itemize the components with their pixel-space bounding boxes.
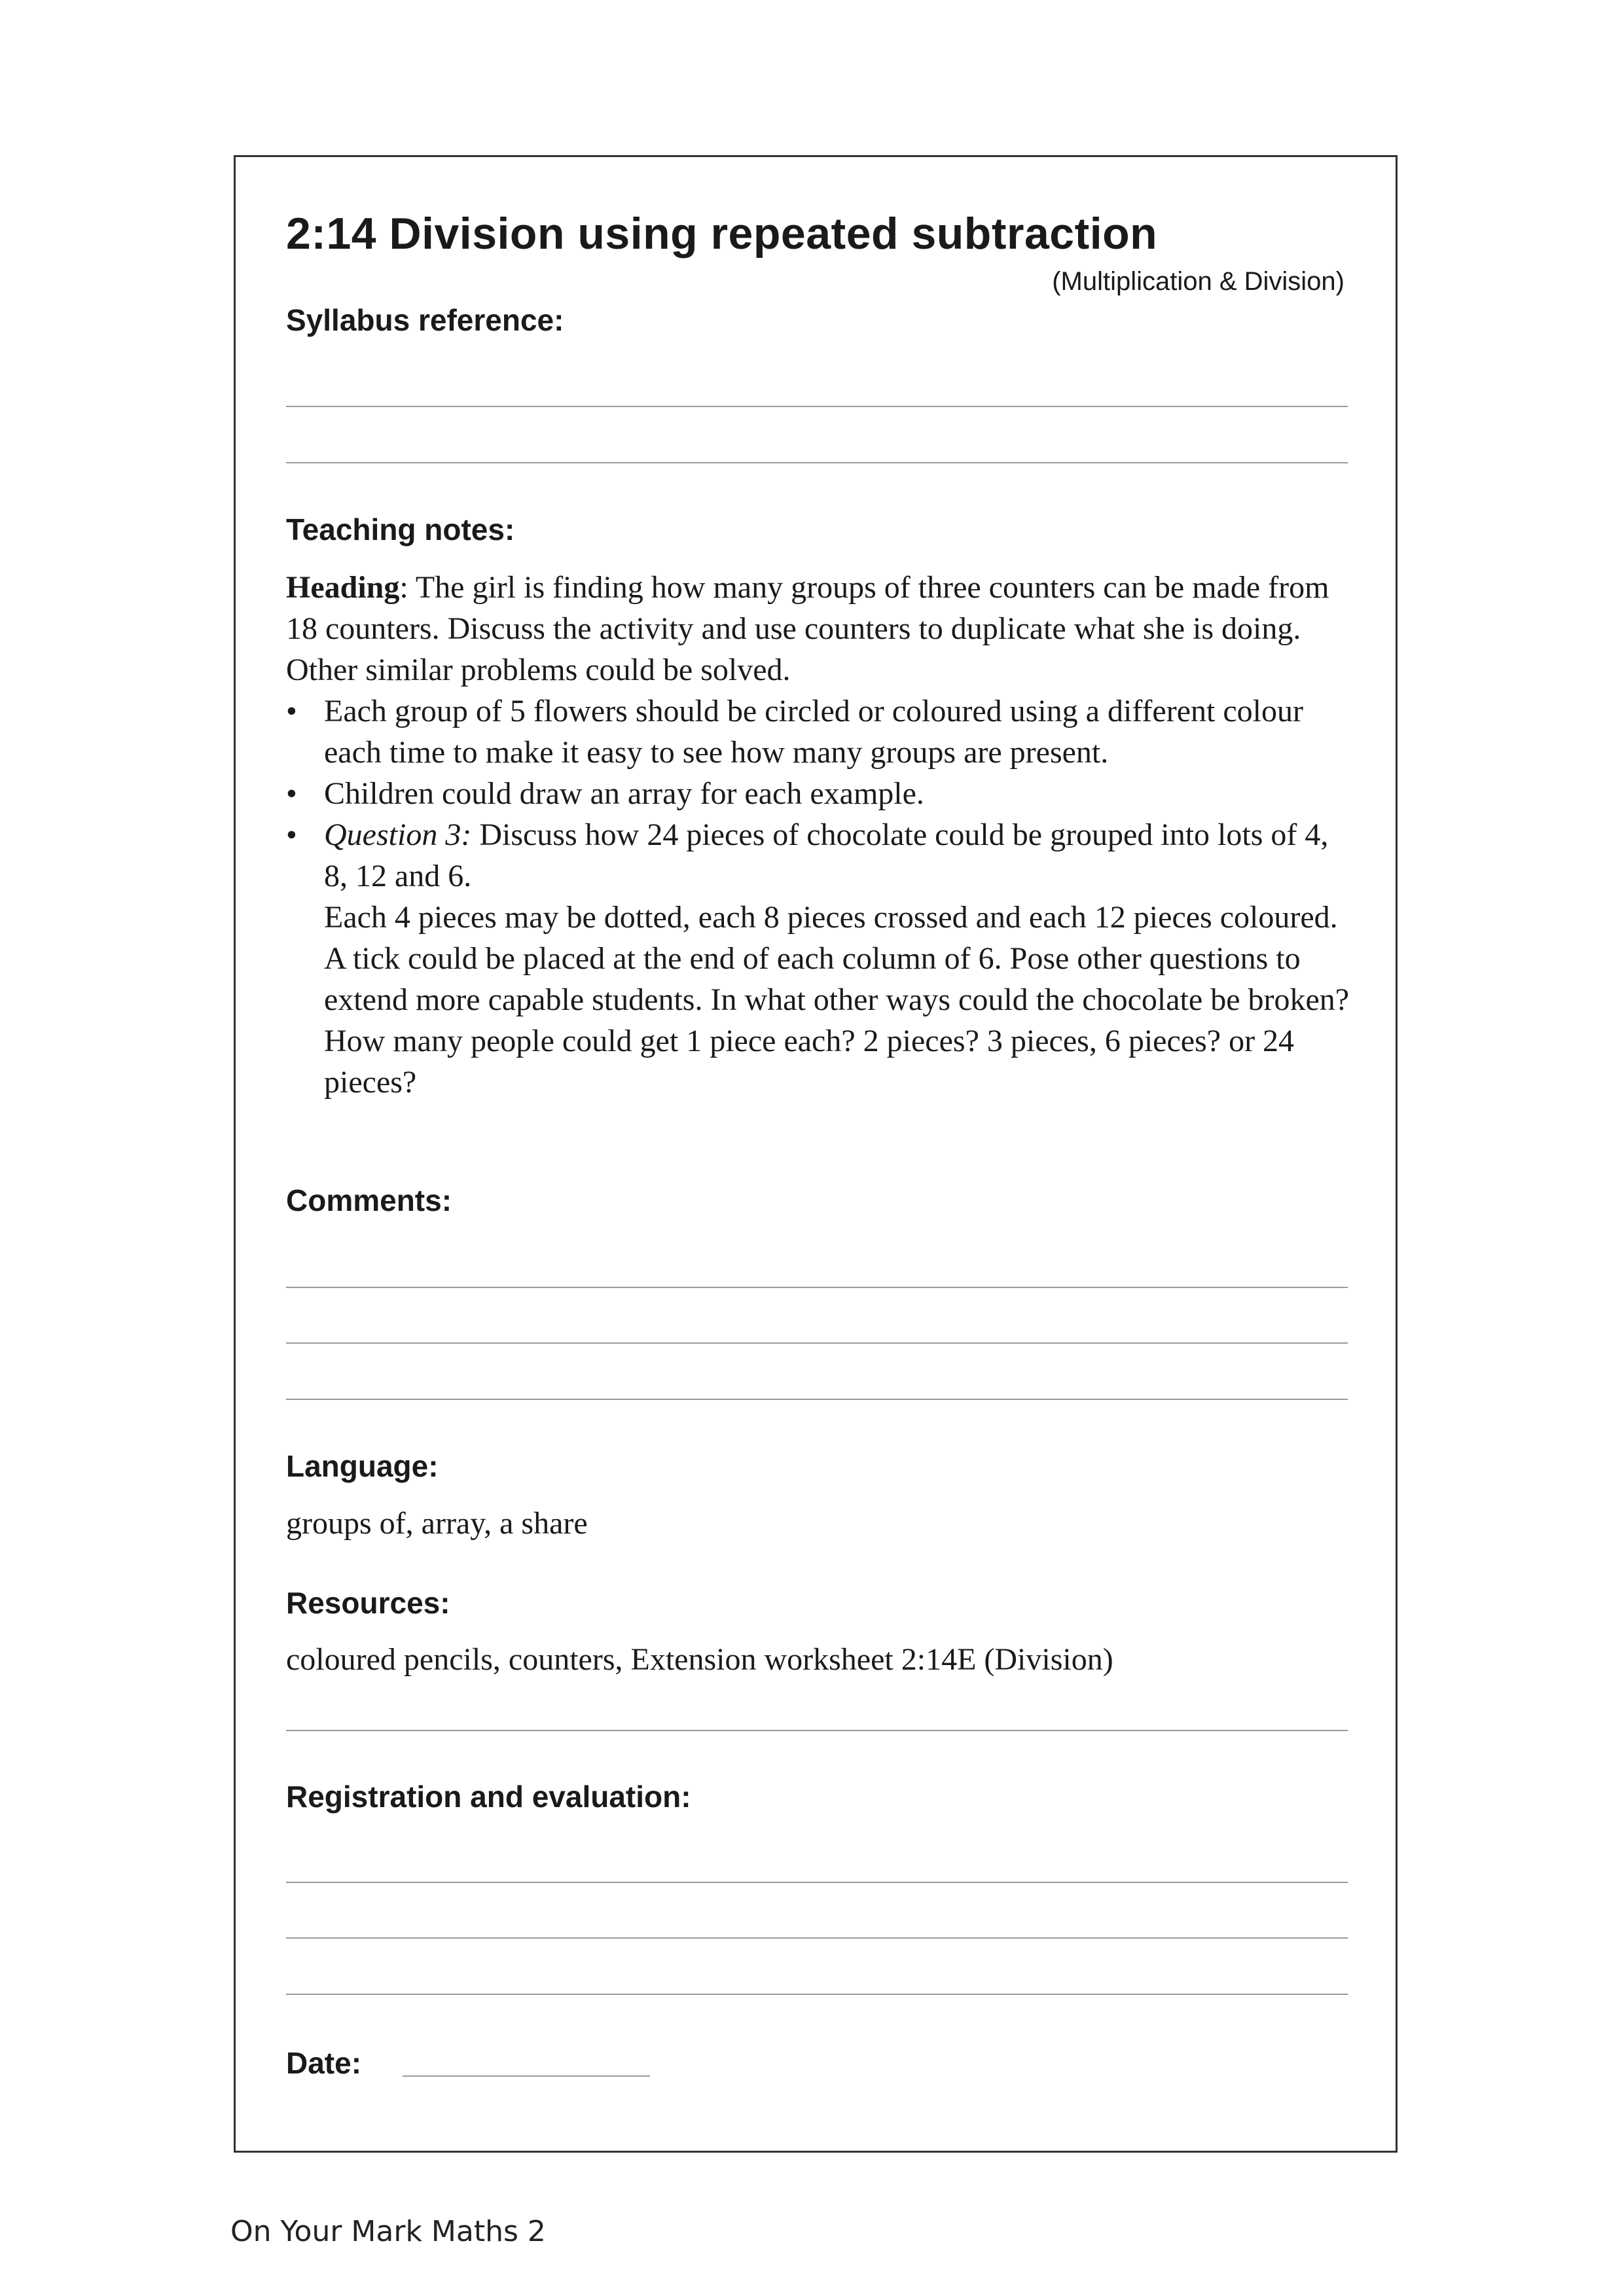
comments-heading: Comments:: [286, 1183, 452, 1217]
page-title: 2:14 Division using repeated subtraction: [286, 209, 1158, 259]
notes-bullet-item: [286, 773, 1353, 814]
registration-line-3: [286, 1994, 1348, 1995]
comments-line-2: [286, 1342, 1348, 1344]
date-label: Date:: [286, 2046, 362, 2080]
question-3-label: Question 3:: [324, 817, 472, 852]
notes-bullet-item: [286, 691, 1353, 773]
notes-heading-bold: Heading: [286, 570, 400, 605]
registration-line-2: [286, 1937, 1348, 1939]
syllabus-reference-heading: Syllabus reference:: [286, 303, 564, 337]
syllabus-line-1: [286, 406, 1348, 407]
notes-bullet-list: [286, 691, 1353, 1103]
registration-heading: Registration and evaluation:: [286, 1780, 691, 1814]
notes-bullet-item: [286, 814, 1353, 1103]
page-frame: [234, 155, 1398, 2153]
teaching-notes-heading: Teaching notes:: [286, 512, 515, 547]
registration-line-1: [286, 1882, 1348, 1883]
language-text: groups of, array, a share: [286, 1506, 588, 1541]
resources-text: coloured pencils, counters, Extension worksheet 2:14E (Division): [286, 1642, 1113, 1677]
resources-heading: Resources:: [286, 1586, 450, 1620]
date-line: [403, 2075, 650, 2077]
resources-line: [286, 1730, 1348, 1731]
page-subtitle: (Multiplication & Division): [1052, 267, 1344, 296]
language-heading: Language:: [286, 1449, 439, 1483]
notes-bullet-continuation: Each 4 pieces may be dotted, each 8 pieces crossed and each 12 pieces coloured. A tick could be placed at the end of each column of 6. Pose other questions to extend more capable students. In what other ways could the chocolate be broken? How many people could get 1 piece each? 2 pieces? 3 pieces, 6 pieces? or 24 pieces?: [324, 900, 1350, 1100]
notes-bullet-text: Each group of 5 flowers should be circled or coloured using a different colour each time to make it easy to see how many groups are present.: [324, 694, 1303, 770]
notes-intro: [286, 567, 1353, 691]
bullet-icon: •: [286, 776, 297, 811]
notes-heading-text: : The girl is finding how many groups of three counters can be made from 18 counters. Discuss the activity and use counters to duplicate what she is doing. Other similar problems could be solved.: [286, 570, 1329, 687]
syllabus-line-2: [286, 462, 1348, 463]
bullet-icon: •: [286, 694, 297, 728]
teaching-notes-body: [286, 567, 1353, 1103]
notes-bullet-text: Discuss how 24 pieces of chocolate could be grouped into lots of 4, 8, 12 and 6.: [324, 817, 1329, 893]
bullet-icon: •: [286, 817, 297, 852]
notes-bullet-text: Children could draw an array for each example.: [324, 776, 924, 811]
comments-line-1: [286, 1287, 1348, 1288]
comments-line-3: [286, 1399, 1348, 1400]
page-footer: On Your Mark Maths 2: [230, 2215, 546, 2248]
